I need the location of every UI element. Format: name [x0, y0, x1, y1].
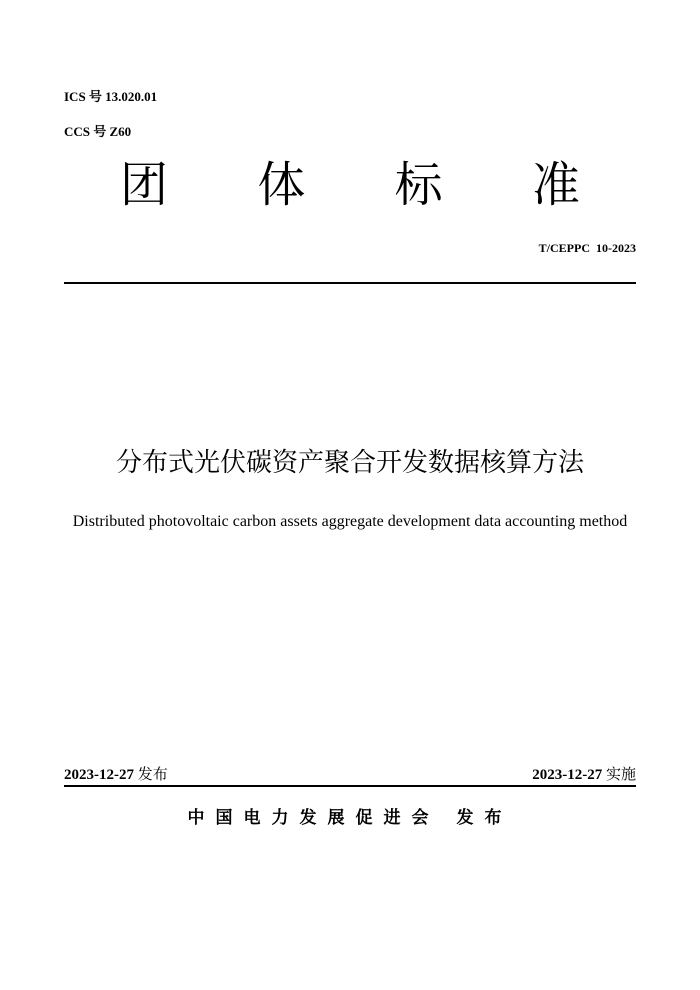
document-title-en: Distributed photovoltaic carbon assets aggregate development data accounting method	[72, 513, 628, 530]
document-title-cn: 分布式光伏碳资产聚合开发数据核算方法	[115, 448, 584, 478]
standard-number: T/CEPPC 10-2023	[538, 241, 636, 255]
top-divider	[64, 282, 636, 284]
implement-date-line	[532, 763, 636, 784]
ccs-code: CCS 号 Z60	[64, 124, 132, 139]
publisher: 中国电力发展促进会 发布	[187, 808, 513, 828]
publish-label: 发布	[137, 765, 168, 783]
implement-date: 2023-12-27	[532, 767, 603, 783]
bottom-divider	[64, 785, 636, 787]
ics-code: ICS 号 13.020.01	[64, 89, 158, 104]
title-char: 准	[531, 157, 580, 213]
title-char: 标	[394, 157, 443, 213]
title-char: 体	[257, 157, 306, 213]
publish-date: 2023-12-27	[64, 767, 134, 783]
title-char: 团	[120, 157, 169, 213]
publish-date-line	[64, 763, 168, 784]
implement-label: 实施	[605, 765, 636, 783]
standard-type-title	[120, 150, 580, 220]
